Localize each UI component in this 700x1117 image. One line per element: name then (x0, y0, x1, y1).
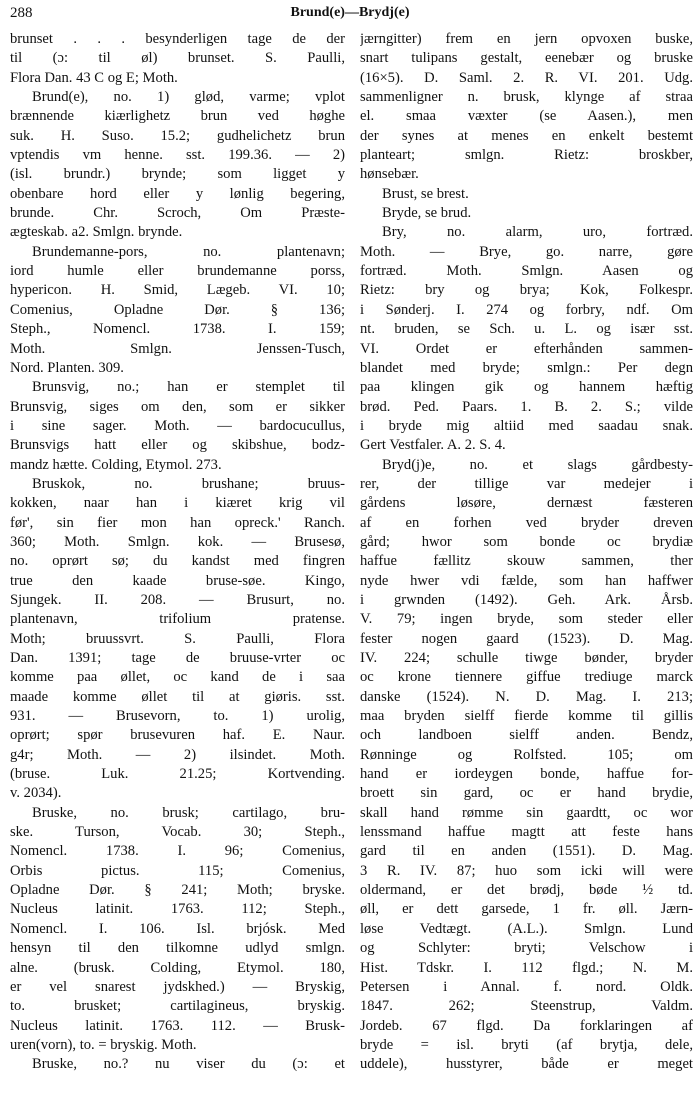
text-line: der synes at menes en enkelt bestemt (360, 127, 693, 144)
text-line: Petersen i Annal. f. nord. Oldk. (360, 978, 693, 995)
text-line: snart tulipans gestalt, eenebær og bruske (360, 50, 693, 67)
text-line: Nomencl. 1738. I. 96; Comenius, (10, 843, 345, 860)
text-line: ske. Turson, Vocab. 30; Steph., (10, 824, 345, 841)
text-line: suk. H. Suso. 15.2; gudhelichetz brun (10, 127, 345, 144)
text-line: løse Vedtægt. (A.L.). Smlgn. Lund (360, 920, 693, 937)
right-column (360, 30, 693, 1075)
text-line: plantenavn, trifolium pratense. (10, 611, 345, 628)
text-line: blandet med bryde; smlgn.: Per degn (360, 359, 693, 376)
text-line: Opladne Dør. § 241; Moth; bryske. (10, 882, 345, 899)
text-line: i bryde mig altiid med saadau snak. (360, 417, 693, 434)
text-line: skall hand rømme sin gaardtt, oc wor (360, 804, 693, 821)
text-line: V. 79; ingen bryde, som steder eller (360, 611, 693, 628)
text-line: brød. Ped. Paars. 1. B. 2. S.; vilde (360, 398, 693, 415)
text-line: sammenligner n. brusk, klynge af straa (360, 89, 693, 106)
text-line: Nucleus latinit. 1763. 112; Steph., (10, 901, 345, 918)
text-line: to. brusket; cartilagineus, bryskig. (10, 998, 345, 1015)
text-line: 360; Moth. Smlgn. kok. — Brusesø, (10, 533, 345, 550)
text-line: Steph., Nomencl. 1738. I. 159; (10, 321, 345, 338)
text-line: fester nogen gaard (1523). D. Mag. (360, 630, 693, 647)
text-line: oldermand, er det brødj, bøde ½ td. (360, 882, 693, 899)
text-line: Comenius, Opladne Dør. § 136; (10, 301, 345, 318)
text-line: ægteskab. a2. Smlgn. brynde. (10, 224, 183, 241)
text-line: Nomencl. I. 106. Isl. brjósk. Med (10, 920, 345, 937)
text-line: i Sønderj. I. 274 og forbry, ndf. Om (360, 301, 693, 318)
text-line: 3 R. IV. 87; huo som icki will were (360, 862, 693, 879)
text-line: broett sin gard, oc er hand brydie, (360, 785, 693, 802)
text-line: til (ɔ: til øl) brunset. S. Paulli, (10, 50, 345, 67)
text-line: paa klingen gik og hannem hæftig (360, 379, 693, 396)
text-line: Brunsvig, siges om den, som er sikker (10, 398, 345, 415)
text-line: er vel snarest jydskhed.) — Bryskig, (10, 978, 345, 995)
text-line: vptendis vm henne. sst. 199.36. — 2) (10, 147, 345, 164)
text-line: hand er iordeygen bonde, haffue for- (360, 766, 693, 783)
text-line: Rietz: bry og brya; Kok, Folkespr. (360, 282, 693, 299)
text-line: før', sin fier mon han opreck.' Ranch. (10, 514, 345, 531)
text-line: obenbare hord eller y lønlig begering, (10, 185, 345, 202)
text-line: øll, er dett garsede, 1 fr. øll. Jærn- (360, 901, 693, 918)
text-line: rer, der tillige var medejer i (360, 475, 693, 492)
text-line: VI. Ordet er efterhånden sammen- (360, 340, 693, 357)
text-line: IV. 224; schulle tiwge bønder, bryder (360, 650, 693, 666)
text-line: 1847. 262; Steenstrup, Valdm. (360, 998, 693, 1015)
text-line: no. oprørt sø; du kandst med fingren (10, 553, 345, 570)
text-line: alne. (brusk. Colding, Etymol. 180, (10, 959, 345, 976)
running-title: Brund(e)—Brydj(e) (290, 5, 410, 20)
text-line: gard til en anden (1551). D. Mag. (360, 843, 693, 860)
text-line: Moth; bruussvrt. S. Paulli, Flora (10, 630, 345, 647)
text-line: brunset . . . besynderligen tage de der (10, 31, 345, 47)
text-line: oc krone tiennere giffue trediuge marck (360, 669, 693, 686)
text-line: hønsebær. (360, 166, 419, 183)
text-line: 931. — Brusevorn, to. 1) urolig, (10, 708, 345, 725)
text-line: danske (1524). N. D. Mag. I. 213; (360, 688, 693, 705)
text-line: Bry, no. alarm, uro, fortræd. (382, 224, 693, 241)
text-line: Brund(e), no. 1) glød, varme; vplot (32, 89, 345, 106)
text-line: Bruske, no. brusk; cartilago, bru- (32, 804, 345, 821)
text-line: Sjungek. II. 208. — Brusurt, no. (10, 591, 345, 608)
text-line: mandz hætte. Colding, Etymol. 273. (10, 456, 222, 473)
text-line: Rønninge og Rolfsted. 105; om (360, 746, 693, 763)
text-line: Bruske, no.? nu viser du (ɔ: et (32, 1056, 345, 1073)
text-line: uddele), husstyrer, både er meget (360, 1056, 693, 1073)
text-line: Brunsvig, no.; han er stemplet til (32, 379, 345, 396)
text-line: lenssmand haffue magtt att feste hans (360, 824, 693, 841)
text-line: brænnende kiærlighetz brun ved høghe (10, 108, 345, 125)
text-line: hensyn til den tilkomne udlyd smlgn. (10, 940, 345, 957)
text-line: Bryd(j)e, no. et slags gårdbesty- (382, 456, 693, 473)
text-line: Bruskok, no. brushane; bruus- (32, 475, 345, 492)
text-line: true den kaade bruse-søe. Kingo, (10, 572, 345, 589)
text-line: Jordeb. 67 flgd. Da forklaringen af (360, 1017, 693, 1034)
text-line: oprørt; spør brusevuren haf. E. Naur. (10, 727, 345, 744)
text-line: hypericon. H. Smid, Lægeb. VI. 10; (10, 282, 345, 299)
text-line: Gert Vestfaler. A. 2. S. 4. (360, 437, 506, 454)
page-number: 288 (10, 5, 33, 21)
text-line: og Schlyter: bryti; Velschow i (360, 940, 693, 957)
text-line: Brunsvigs hatt eller og skibshue, bodz- (10, 437, 345, 454)
text-line: brunde. Chr. Scroch, Om Præste- (10, 205, 345, 222)
text-line: haffue fællitz skouw sammen, ther (360, 553, 693, 570)
text-line: Brust, se brest. (382, 185, 469, 202)
text-line: gårdens løsøre, dernæst fæsteren (360, 495, 693, 512)
text-line: nyde hwer vdi fælde, som han haffwer (360, 572, 693, 589)
text-line: Orbis pictus. 115; Comenius, (10, 862, 345, 879)
text-line: iord humle eller brundemanne porss, (10, 263, 345, 280)
text-line: uren(vorn), to. = bryskig. Moth. (10, 1036, 197, 1053)
text-line: gård; hwor som bonde oc brydiæ (360, 533, 693, 550)
text-line: Nucleus latinit. 1763. 112. — Brusk- (10, 1017, 345, 1034)
text-line: och landboen sielff anden. Bendz, (360, 727, 693, 744)
text-line: nt. bruden, se Sch. u. L. og især sst. (360, 321, 693, 338)
text-line: (isl. brundr.) brynde; som ligget y (10, 166, 345, 183)
text-line: Moth. — Brye, go. narre, gøre (360, 243, 693, 260)
text-line: maade komme øllet til at giøris. sst. (10, 688, 345, 705)
text-line: g4r; Moth. — 2) ilsindet. Moth. (10, 746, 345, 763)
text-line: kokken, naar han i kiæret krig vil (10, 495, 345, 512)
text-line: af en forhen ved bryder dreven (360, 514, 693, 531)
page-header (10, 2, 690, 24)
text-line: komme paa øllet, oc kand de i saa (10, 669, 345, 686)
text-line: i grwnden (1492). Geh. Ark. Årsb. (360, 591, 693, 608)
left-column (10, 30, 345, 1075)
text-line: i sine sager. Moth. — bardocucullus, (10, 417, 345, 434)
text-line: Bryde, se brud. (382, 205, 472, 222)
text-line: (bruse. Luk. 21.25; Kortvending. (10, 766, 345, 783)
text-line: maa bryden sielff fierde komme til gillis (360, 708, 693, 725)
text-line: jærngitter) frem en jern opvoxen buske, (360, 31, 693, 47)
text-line: planteart; smlgn. Rietz: broskber, (360, 147, 693, 164)
text-line: v. 2034). (10, 785, 62, 802)
text-line: Hist. Tdskr. I. 112 flgd.; N. M. (360, 959, 693, 976)
text-line: Nord. Planten. 309. (10, 359, 124, 376)
text-line: Moth. Smlgn. Jenssen-Tusch, (10, 340, 345, 357)
text-line: el. smaa væxter (se Aasen.), men (360, 108, 693, 125)
text-line: Flora Dan. 43 C og E; Moth. (10, 69, 178, 86)
text-line: bryde = isl. bryti (af brytja, dele, (360, 1036, 693, 1053)
text-line: Dan. 1391; tage de bruuse-vrter oc (10, 650, 345, 666)
text-line: fortræd. Moth. Smlgn. Aasen og (360, 263, 693, 280)
text-line: (16×5). D. Saml. 2. R. VI. 201. Udg. (360, 69, 693, 86)
text-line: Brundemanne-pors, no. plantenavn; (32, 243, 345, 260)
